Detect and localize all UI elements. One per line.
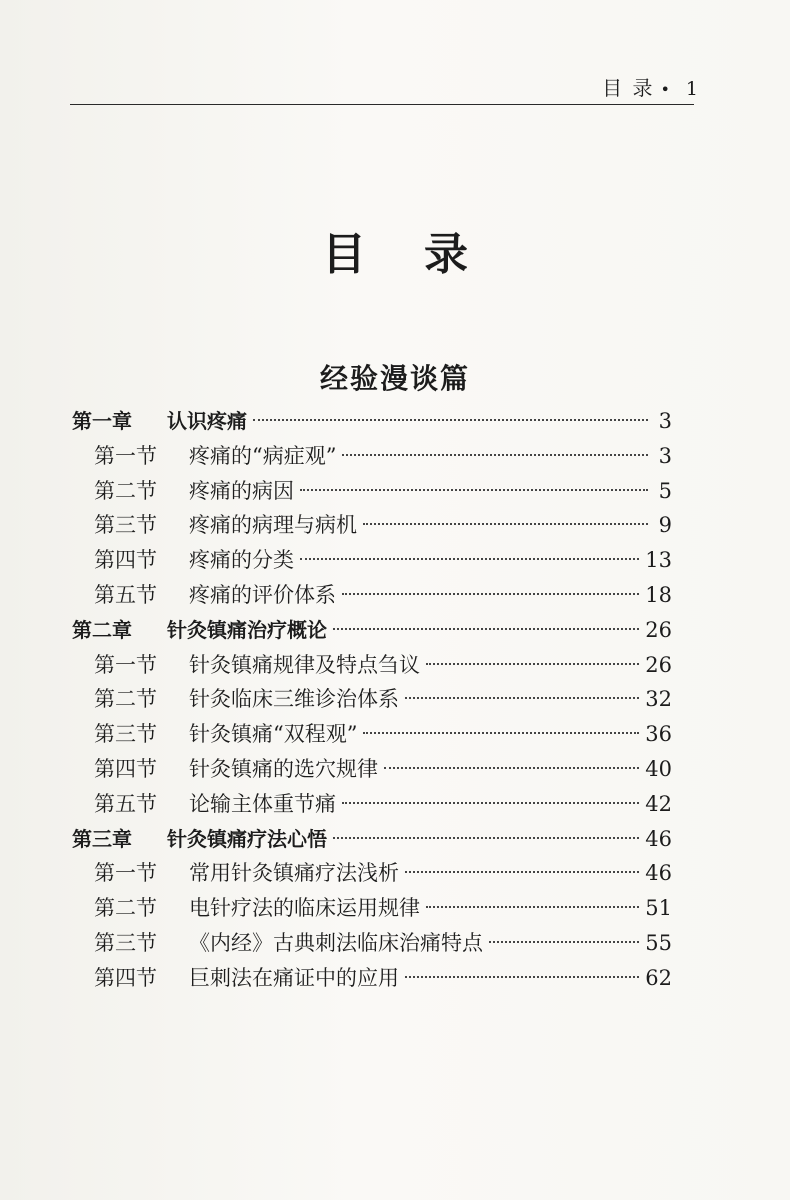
header-page-number: 1: [685, 78, 700, 100]
dot-leader: [342, 593, 639, 595]
toc-entry-page: 40: [645, 756, 672, 781]
toc-entry-page: 13: [645, 548, 672, 573]
toc-entry-title: 针灸镇痛疗法心悟: [167, 826, 327, 851]
toc-entry-number: 第四节: [94, 756, 157, 781]
toc-entry-number: 第一章: [72, 409, 132, 433]
toc-entry-page: 36: [645, 722, 672, 747]
toc-chapter-row: [72, 822, 672, 857]
dot-leader: [300, 558, 639, 560]
toc-entry-number: 第五节: [94, 582, 157, 607]
dot-leader: [405, 871, 639, 873]
toc-entry-title: 针灸镇痛规律及特点刍议: [189, 652, 420, 677]
toc-chapter-row: [72, 404, 672, 439]
toc-entry-title: 认识疼痛: [167, 409, 247, 433]
dot-leader: [253, 419, 648, 421]
toc-section-row: [72, 961, 672, 996]
toc-entry-title: 疼痛的病因: [189, 478, 294, 503]
toc-entry-title: 论输主体重节痛: [189, 791, 336, 816]
running-header: [540, 72, 700, 101]
dot-leader: [363, 732, 639, 734]
dot-leader: [489, 941, 639, 943]
toc-section-row: [72, 717, 672, 752]
toc-entry-page: 18: [645, 582, 672, 607]
toc-entry-title: 《内经》古典刺法临床治痛特点: [189, 930, 483, 955]
header-bullet: •: [660, 80, 672, 99]
toc-entry-number: 第二节: [94, 478, 157, 503]
toc-entry-page: 26: [645, 617, 672, 642]
toc-entry-page: 46: [645, 861, 672, 886]
dot-leader: [333, 837, 639, 839]
toc-entry-number: 第三节: [94, 722, 157, 747]
toc-section-row: [72, 926, 672, 961]
header-rule: [70, 104, 694, 105]
toc-entry-title: 针灸镇痛“双程观”: [189, 722, 358, 747]
toc-entry-title: 针灸临床三维诊治体系: [189, 687, 399, 712]
toc-entry-title: 疼痛的评价体系: [189, 582, 336, 607]
toc-entry-page: 32: [645, 687, 672, 712]
toc-section-row: [72, 648, 672, 683]
dot-leader: [405, 976, 639, 978]
toc-entry-number: 第二章: [72, 617, 132, 642]
toc-entry-page: 46: [645, 826, 672, 851]
dot-leader: [363, 523, 648, 525]
toc-entry-page: 62: [645, 965, 672, 990]
part-title: 经验漫谈篇: [319, 362, 470, 395]
toc-entry-number: 第一节: [94, 861, 157, 886]
toc-entry-number: 第五节: [94, 791, 157, 816]
toc-section-row: [72, 578, 672, 613]
toc-entry-number: 第四节: [94, 548, 157, 573]
toc-entry-page: 3: [658, 409, 672, 433]
toc-entry-number: 第一节: [94, 652, 157, 677]
dot-leader: [342, 454, 648, 456]
toc-section-row: [72, 474, 672, 509]
toc-entry-title: 疼痛的病理与病机: [189, 513, 357, 538]
toc-entry-page: 5: [658, 478, 672, 503]
toc-entry-number: 第二节: [94, 896, 157, 921]
toc-entry-number: 第一节: [94, 443, 157, 468]
toc-entry-title: 针灸镇痛的选穴规律: [189, 756, 378, 781]
toc-entry-page: 55: [645, 930, 672, 955]
toc-section-row: [72, 787, 672, 822]
dot-leader: [384, 767, 639, 769]
toc-section-row: [72, 752, 672, 787]
toc-section-row: [72, 891, 672, 926]
toc-entry-title: 针灸镇痛治疗概论: [167, 617, 327, 642]
toc-entry-number: 第四节: [94, 965, 157, 990]
toc-entry-page: 51: [645, 896, 672, 921]
dot-leader: [333, 628, 639, 630]
dot-leader: [342, 802, 639, 804]
toc-entry-number: 第三节: [94, 513, 157, 538]
dot-leader: [426, 663, 639, 665]
toc-entry-number: 第二节: [94, 687, 157, 712]
toc-entry-page: 3: [658, 443, 672, 468]
table-of-contents: [72, 404, 672, 996]
toc-section-row: [72, 856, 672, 891]
toc-section-row: [72, 508, 672, 543]
dot-leader: [405, 697, 639, 699]
toc-entry-page: 9: [658, 513, 672, 538]
toc-title: 目录: [322, 229, 526, 280]
toc-entry-page: 42: [645, 791, 672, 816]
toc-entry-title: 电针疗法的临床运用规律: [189, 896, 420, 921]
toc-entry-title: 疼痛的“病症观”: [189, 443, 337, 468]
dot-leader: [300, 489, 648, 491]
toc-section-row: [72, 543, 672, 578]
toc-entry-page: 26: [645, 652, 672, 677]
running-header-label: 目 录: [602, 76, 655, 100]
toc-section-row: [72, 439, 672, 474]
toc-chapter-row: [72, 613, 672, 648]
toc-section-row: [72, 682, 672, 717]
toc-entry-title: 常用针灸镇痛疗法浅析: [189, 861, 399, 886]
toc-entry-number: 第三章: [72, 826, 132, 851]
dot-leader: [426, 906, 639, 908]
toc-entry-number: 第三节: [94, 930, 157, 955]
toc-entry-title: 巨刺法在痛证中的应用: [189, 965, 399, 990]
toc-entry-title: 疼痛的分类: [189, 548, 294, 573]
